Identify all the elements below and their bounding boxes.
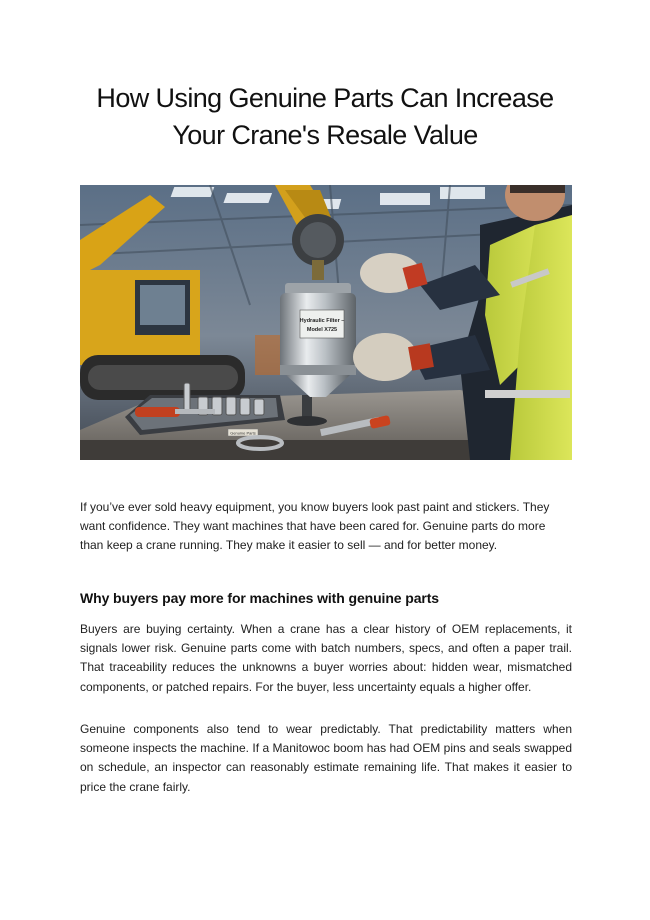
intro-paragraph: If you’ve ever sold heavy equipment, you know buyers look past paint and stickers. They want confidence. They want machines that have been cared for. Genuine parts do more than keep a crane running. They make it easier to sell — and for better money. xyxy=(80,500,550,552)
body-paragraph: Genuine components also tend to wear predictably. That predictability matters when someone inspects the machine. If a Manitowoc boom has had OEM pins and seals swapped on schedule, an inspector can reasonably estimate remaining life. That makes it easier to price the crane fairly. xyxy=(80,722,572,794)
article-title xyxy=(60,80,590,154)
hero-image xyxy=(80,185,572,460)
section-heading: Why buyers pay more for machines with genuine parts xyxy=(80,590,439,606)
title-line-2: Your Crane's Resale Value xyxy=(172,120,478,150)
body-paragraph: Buyers are buying certainty. When a crane has a clear history of OEM replacements, it signals lower risk. Genuine parts come with batch numbers, specs, and often a paper trail. That traceability reduces the unknowns a buyer worries about: hidden wear, mismatched components, or patched repairs. For the buyer, less uncertainty equals a higher offer. xyxy=(80,622,572,694)
filter-label-line-2: Model X725 xyxy=(306,327,338,333)
filter-label-line-1: Hydraulic Filter – xyxy=(299,318,345,324)
title-line-1: How Using Genuine Parts Can Increase xyxy=(96,83,554,113)
box-label: Genuine Parts xyxy=(230,430,256,436)
